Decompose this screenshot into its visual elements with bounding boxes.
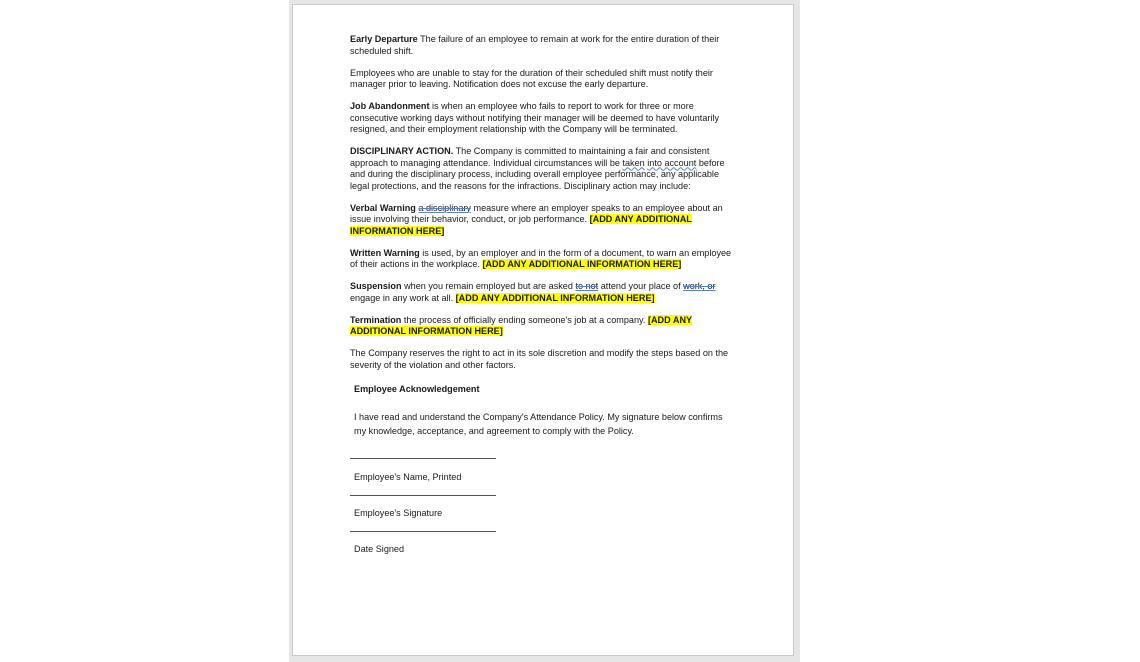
suspension-text-3: engage in any work at all. [350,292,456,303]
signature-line[interactable] [350,495,496,496]
reserves-paragraph: The Company reserves the right to act in its sole discretion and modify the steps based on the severity of the violation and other factors. [350,348,729,370]
name-signature-line[interactable] [350,458,496,459]
early-departure-paragraph [350,34,735,57]
job-abandonment-text: is when an employee who fails to report to work for three or more consecutive working days without notifying their manager will be deemed to have voluntarily resigned, and their employment relationship with the Company will be terminated. [350,101,719,134]
disciplinary-text-2: before and during the disciplinary process, including overall employee performance, any applicable legal protections, and the reasons for the infractions. Disciplinary action may include: [350,157,725,191]
termination-paragraph [350,315,735,338]
disciplinary-text-1: The Company is committed to maintaining a fair and consistent approach to managing attendance. Individual circumstances will be [350,146,710,168]
termination-placeholder: [ADD ANY ADDITIONAL INFORMATION HERE] [350,314,693,336]
date-signed-label: Date Signed [354,543,405,554]
name-printed-label: Employee's Name, Printed [354,471,462,482]
signature-label: Employee's Signature [354,508,443,518]
suspension-paragraph [350,281,735,304]
suspension-term: Suspension [350,281,402,291]
document-content [350,34,735,555]
date-signature-line[interactable] [350,531,496,532]
written-warning-term: Written Warning [350,247,420,258]
written-warning-paragraph [350,248,735,271]
verbal-warning-text: measure where an employer speaks to an employee about an issue involving their behavior, conduct, or job performance. [350,202,723,224]
early-departure-text: The failure of an employee to remain at work for the entire duration of their scheduled shift. [350,34,720,56]
written-warning-text: is used, by an employer and in the form of a document, to warn an employee of their actions in the workplace. [350,247,732,269]
verbal-warning-paragraph [350,203,735,238]
suspension-text-1: when you remain employed but are asked [401,281,576,291]
verbal-warning-term: Verbal Warning [350,202,416,213]
disciplinary-paragraph [350,146,735,192]
suspension-text-2: attend your place of [598,281,684,291]
notify-paragraph: Employees who are unable to stay for the duration of their scheduled shift must notify their manager prior to leaving. Notification does not excuse the early departure. [350,67,713,89]
suspension-placeholder: [ADD ANY ADDITIONAL INFORMATION HERE] [455,292,655,303]
document-page[interactable] [292,4,794,656]
acknowledgement-title: Employee Acknowledgement [354,384,480,394]
termination-text: the process of officially ending someone's job at a company. [401,314,648,325]
disciplinary-term: DISCIPLINARY ACTION. [350,146,454,156]
grammar-flag-work-or[interactable]: work, or [683,281,716,291]
written-warning-placeholder: [ADD ANY ADDITIONAL INFORMATION HERE] [482,259,682,269]
grammar-flag-taken[interactable]: taken [622,157,645,168]
grammar-flag-into-account[interactable]: into account [647,157,697,168]
termination-term: Termination [350,314,402,325]
early-departure-term: Early Departure [350,34,418,44]
acknowledgement-text: I have read and understand the Company's Attendance Policy. My signature below confirms my knowledge, acceptance, and agreement to comply with the Policy. [354,411,723,436]
job-abandonment-paragraph [350,101,735,136]
verbal-warning-placeholder: [ADD ANY ADDITIONAL INFORMATION HERE] [350,214,692,236]
grammar-flag-to-not[interactable]: to not [575,281,599,291]
grammar-flag-a-disciplinary[interactable]: a disciplinary [418,202,471,213]
job-abandonment-term: Job Abandonment [350,101,430,111]
